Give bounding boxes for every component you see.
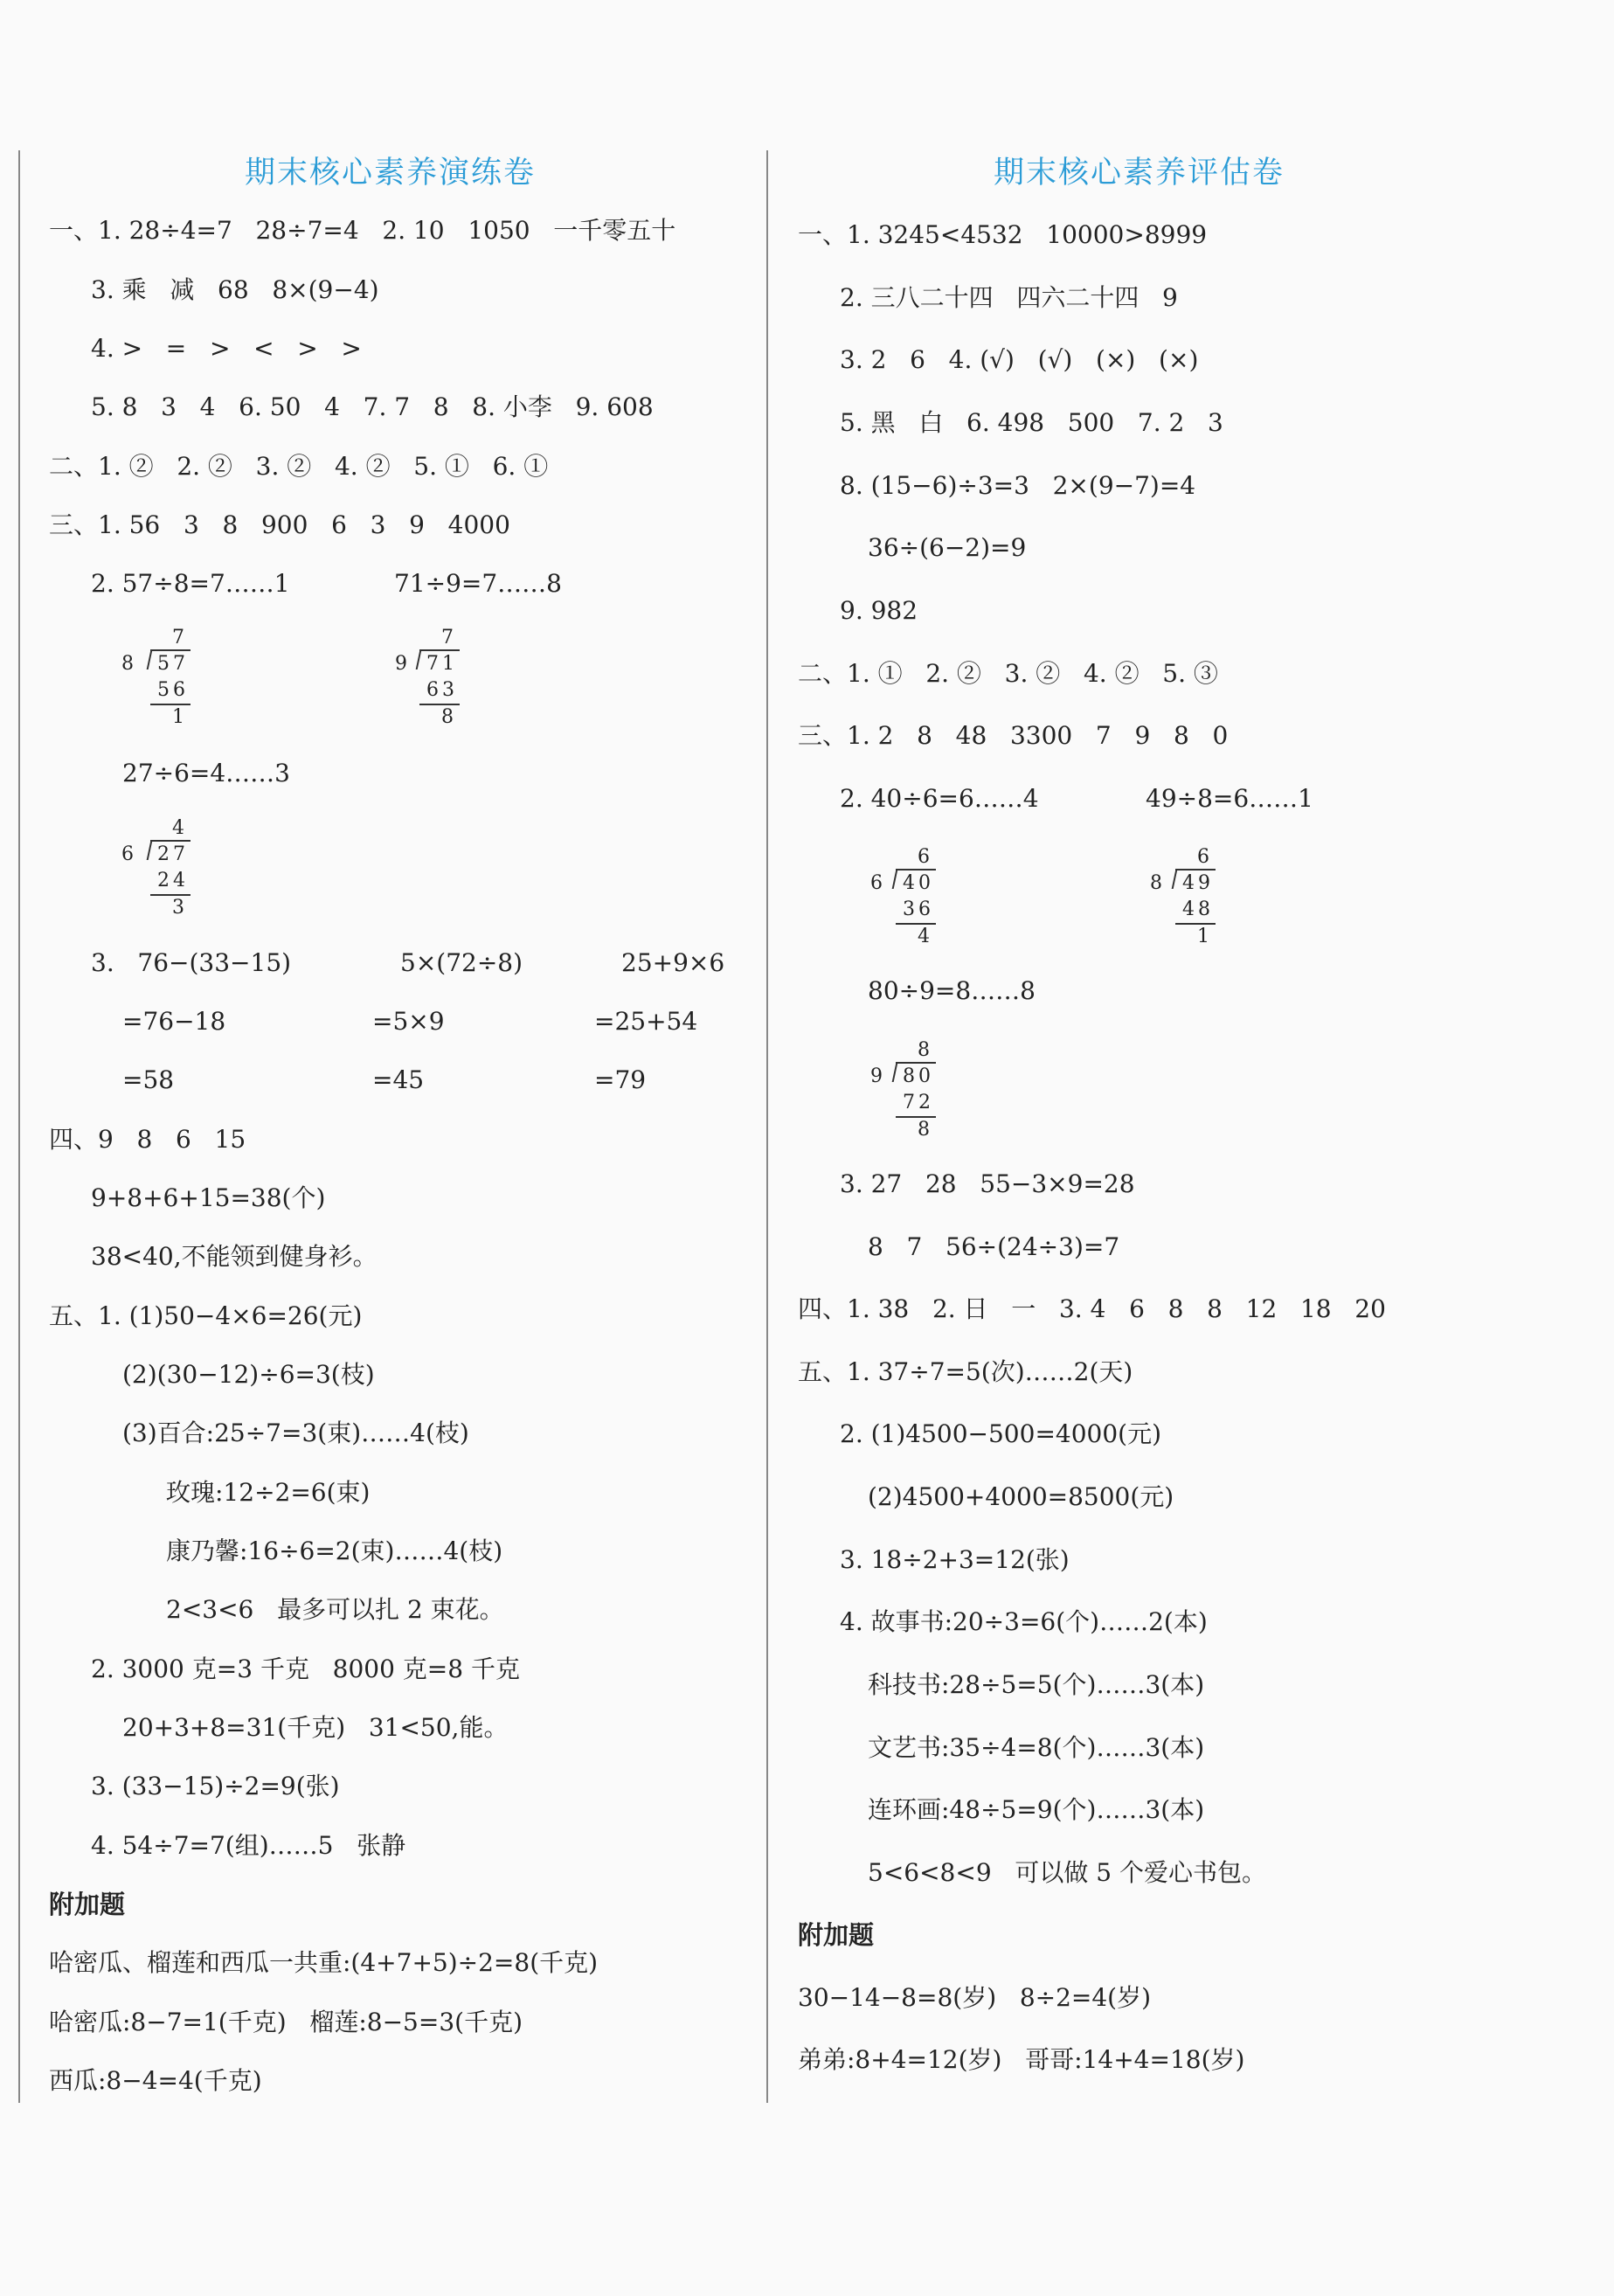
division-bracket — [892, 1063, 898, 1082]
answer-line: 科技书:28÷5=5(个)……3(本) — [868, 1670, 1205, 1699]
division-bracket-line — [896, 1062, 936, 1064]
answer-line: =5×9 — [372, 1007, 445, 1036]
answer-line: 连环画:48÷5=9(个)……3(本) — [868, 1795, 1205, 1824]
answer-line: 3. (33−15)÷2=9(张) — [91, 1772, 340, 1800]
answer-line: 4. 故事书:20÷3=6(个)……2(本) — [840, 1607, 1208, 1636]
bonus-heading: 附加题 — [798, 1920, 875, 1950]
answer-line: =45 — [372, 1065, 425, 1094]
division-quotient: 4 — [172, 817, 184, 839]
division-product: 48 — [1182, 898, 1214, 920]
answer-line: 二、1. ② 2. ② 3. ② 4. ② 5. ① 6. ① — [49, 452, 549, 481]
answer-line: 哈密瓜:8−7=1(千克) 榴莲:8−5=3(千克) — [49, 2008, 523, 2036]
answer-line: 9+8+6+15=38(个) — [91, 1183, 326, 1212]
answer-line: 5. 黑 白 6. 498 500 7. 2 3 — [840, 408, 1223, 437]
answer-line: 2. 57÷8=7……1 — [91, 569, 290, 598]
answer-line: 30−14−8=8(岁) 8÷2=4(岁) — [798, 1983, 1152, 2012]
division-dividend: 57 — [157, 653, 189, 675]
answer-line: 3. 76−(33−15) — [91, 948, 292, 977]
answer-line: 2. (1)4500−500=4000(元) — [840, 1419, 1162, 1448]
division-product: 36 — [903, 898, 934, 920]
answer-line: 9. 982 — [840, 596, 918, 625]
division-remainder: 8 — [441, 706, 454, 728]
answer-line: 玫瑰:12÷2=6(束) — [166, 1478, 371, 1507]
division-subtract-line — [150, 894, 190, 896]
answer-line: 五、1. (1)50−4×6=26(元) — [49, 1301, 363, 1330]
answer-line: 25+9×6 — [621, 948, 725, 977]
answer-line: =25+54 — [594, 1007, 698, 1036]
answer-line: 49÷8=6……1 — [1146, 784, 1313, 813]
answer-line: 8. (15−6)÷3=3 2×(9−7)=4 — [840, 471, 1196, 500]
answer-line: 3. 乘 减 68 8×(9−4) — [91, 275, 379, 304]
answer-line: 20+3+8=31(千克) 31<50,能。 — [122, 1713, 509, 1742]
division-divisor: 9 — [870, 1065, 883, 1087]
answer-line: (3)百合:25÷7=3(束)……4(枝) — [122, 1419, 469, 1447]
division-quotient: 7 — [441, 627, 454, 649]
division-remainder: 1 — [1197, 926, 1209, 947]
answer-line: 27÷6=4……3 — [122, 759, 290, 787]
answer-line: 一、1. 3245<4532 10000>8999 — [798, 220, 1208, 249]
answer-line: 71÷9=7……8 — [394, 569, 562, 598]
division-dividend: 49 — [1182, 872, 1214, 894]
answer-line: 哈密瓜、榴莲和西瓜一共重:(4+7+5)÷2=8(千克) — [49, 1948, 599, 1977]
division-bracket-line — [1175, 869, 1216, 871]
division-bracket — [416, 650, 422, 669]
answer-line: 康乃馨:16÷6=2(束)……4(枝) — [166, 1536, 503, 1565]
division-dividend: 80 — [903, 1065, 934, 1087]
answer-line: (2)4500+4000=8500(元) — [868, 1482, 1174, 1511]
division-bracket-line — [896, 869, 936, 871]
answer-line: 2. 40÷6=6……4 — [840, 784, 1039, 813]
answer-line: 4. 54÷7=7(组)……5 张静 — [91, 1831, 406, 1860]
division-divisor: 8 — [1150, 872, 1162, 894]
answer-line: 2. 3000 克=3 千克 8000 克=8 千克 — [91, 1654, 520, 1683]
division-quotient: 6 — [1197, 846, 1209, 868]
answer-line: 3. 2 6 4. (√) (√) (×) (×) — [840, 345, 1199, 374]
division-bracket-line — [150, 840, 190, 842]
division-bracket-line — [150, 649, 190, 651]
division-subtract-line — [1175, 923, 1216, 925]
answer-line: 弟弟:8+4=12(岁) 哥哥:14+4=18(岁) — [798, 2045, 1245, 2074]
division-bracket — [147, 841, 153, 860]
answer-line: 5. 8 3 4 6. 50 4 7. 7 8 8. 小李 9. 608 — [91, 392, 654, 421]
left-title: 期末核心素养演练卷 — [245, 156, 537, 191]
answer-line: 文艺书:35÷4=8(个)……3(本) — [868, 1733, 1205, 1762]
division-dividend: 27 — [157, 843, 189, 865]
answer-line: 西瓜:8−4=4(千克) — [49, 2066, 262, 2095]
right-title: 期末核心素养评估卷 — [994, 156, 1285, 191]
answer-line: 二、1. ① 2. ② 3. ② 4. ② 5. ③ — [798, 659, 1218, 688]
division-divisor: 9 — [395, 653, 407, 675]
answer-line: 一、1. 28÷4=7 28÷7=4 2. 10 1050 一千零五十 — [49, 216, 676, 245]
division-divisor: 8 — [121, 653, 134, 675]
answer-line: 3. 18÷2+3=12(张) — [840, 1545, 1070, 1574]
answer-line: 2. 三八二十四 四六二十四 9 — [840, 283, 1178, 312]
answer-line: 36÷(6−2)=9 — [868, 533, 1027, 562]
division-product: 56 — [157, 679, 189, 701]
column-divider — [766, 150, 768, 2103]
answer-line: =58 — [122, 1065, 175, 1094]
answer-line: =76−18 — [122, 1007, 226, 1036]
answer-line: 2<3<6 最多可以扎 2 束花。 — [166, 1595, 504, 1624]
division-subtract-line — [150, 704, 190, 705]
answer-line: =79 — [594, 1065, 647, 1094]
division-remainder: 1 — [172, 706, 184, 728]
division-subtract-line — [896, 1116, 936, 1118]
answer-line: 38<40,不能领到健身衫。 — [91, 1242, 378, 1271]
division-remainder: 8 — [918, 1119, 930, 1141]
division-bracket — [1172, 870, 1178, 889]
division-product: 24 — [157, 870, 189, 891]
division-divisor: 6 — [870, 872, 883, 894]
division-remainder: 3 — [172, 897, 184, 919]
division-dividend: 71 — [426, 653, 458, 675]
answer-line: 8 7 56÷(24÷3)=7 — [868, 1232, 1120, 1261]
division-bracket — [892, 870, 898, 889]
division-quotient: 6 — [918, 846, 930, 868]
answer-line: 三、1. 2 8 48 3300 7 9 8 0 — [798, 721, 1229, 750]
division-product: 72 — [903, 1092, 934, 1113]
answer-line: 五、1. 37÷7=5(次)……2(天) — [798, 1357, 1133, 1386]
division-quotient: 7 — [172, 627, 184, 649]
division-product: 63 — [426, 679, 458, 701]
division-bracket-line — [419, 649, 460, 651]
division-quotient: 8 — [918, 1039, 930, 1061]
division-subtract-line — [896, 923, 936, 925]
division-dividend: 40 — [903, 872, 934, 894]
left-margin-rule — [18, 150, 20, 2103]
answer-line: 5×(72÷8) — [400, 948, 523, 977]
division-remainder: 4 — [918, 926, 930, 947]
answer-line: 5<6<8<9 可以做 5 个爱心书包。 — [868, 1858, 1266, 1887]
answer-line: 四、9 8 6 15 — [49, 1125, 246, 1154]
division-divisor: 6 — [121, 843, 134, 865]
answer-line: 三、1. 56 3 8 900 6 3 9 4000 — [49, 510, 510, 539]
division-subtract-line — [419, 704, 460, 705]
division-bracket — [147, 650, 153, 669]
bonus-heading: 附加题 — [49, 1890, 126, 1919]
answer-line: 3. 27 28 55−3×9=28 — [840, 1169, 1135, 1198]
answer-line: (2)(30−12)÷6=3(枝) — [122, 1360, 375, 1389]
answer-line: 四、1. 38 2. 日 一 3. 4 6 8 8 12 18 20 — [798, 1294, 1386, 1323]
answer-line: 4. > = > < > > — [91, 334, 362, 363]
answer-line: 80÷9=8……8 — [868, 976, 1036, 1005]
